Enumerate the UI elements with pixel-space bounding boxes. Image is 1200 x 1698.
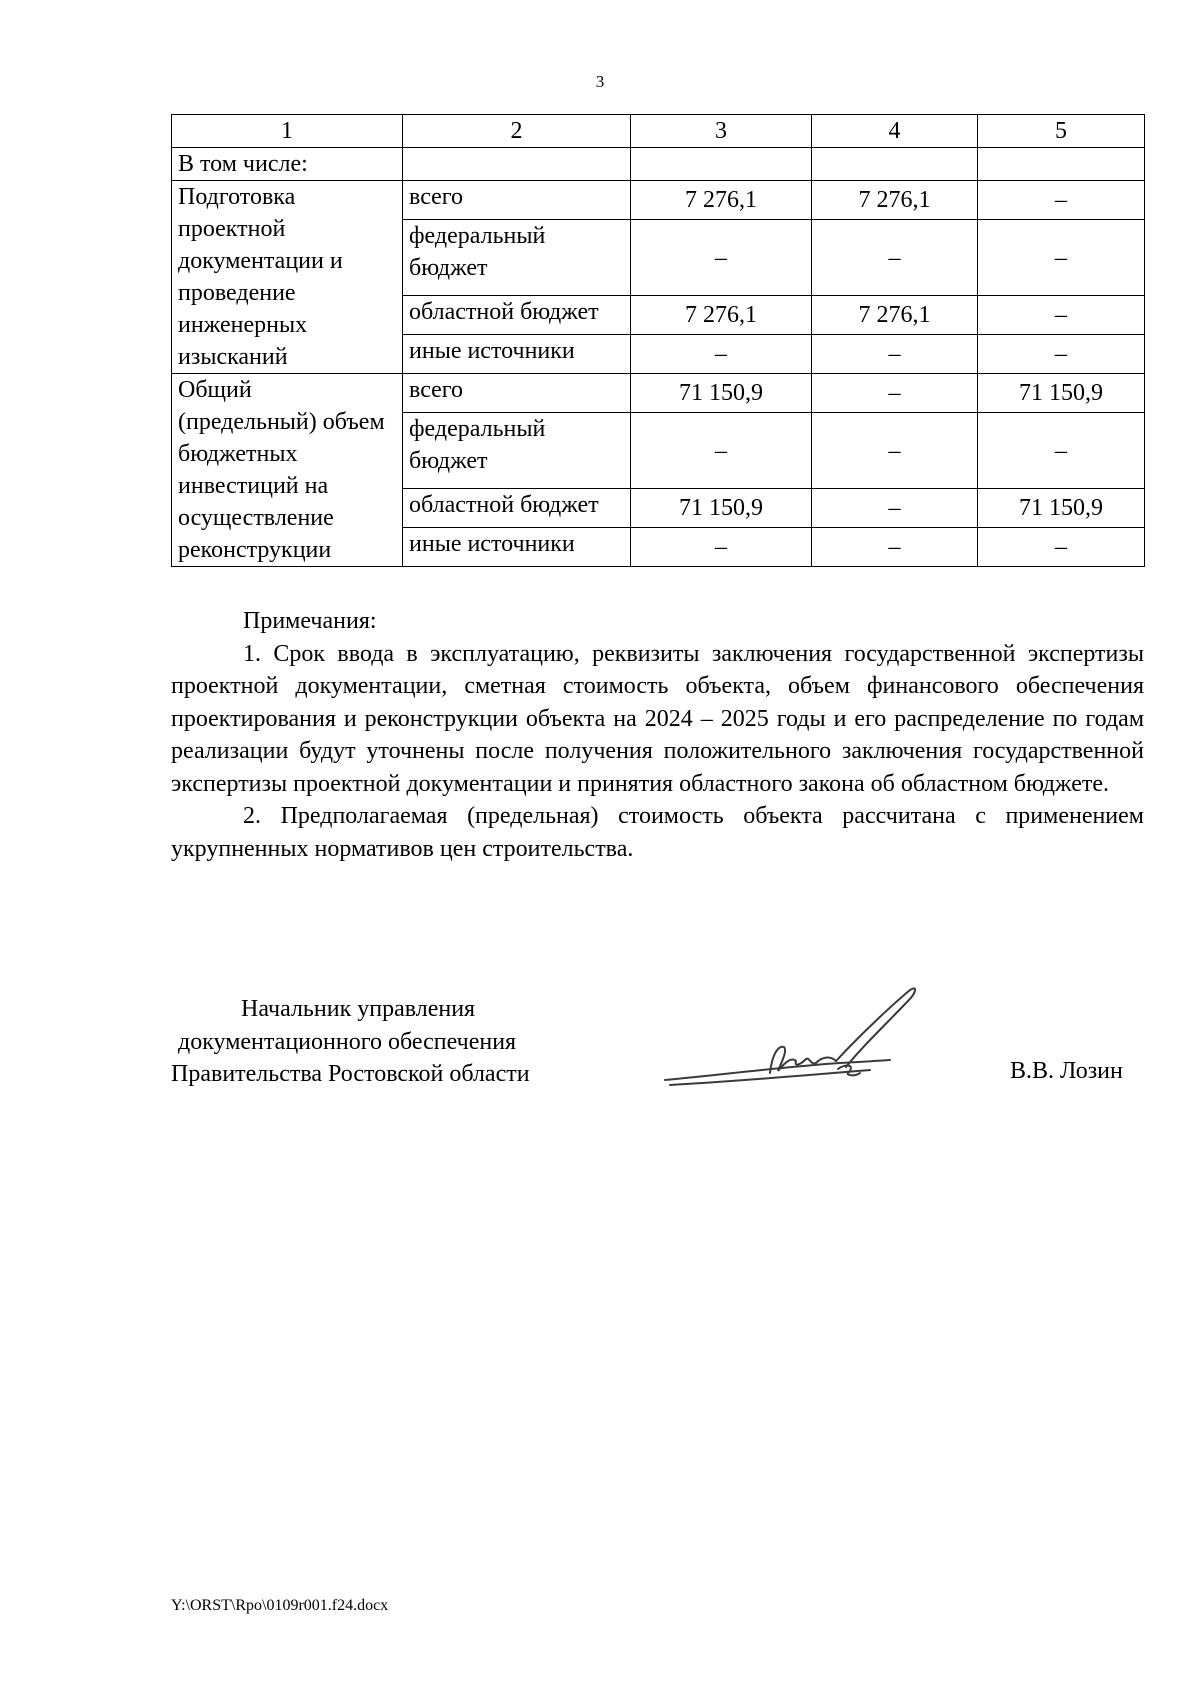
value-cell: 71 150,9 (978, 374, 1145, 413)
subheader-cell: В том числе: (172, 148, 403, 181)
value-cell: 7 276,1 (631, 296, 812, 335)
value-cell: – (631, 219, 812, 295)
notes-section (171, 605, 1144, 865)
source-cell: иные источники (403, 528, 631, 567)
handwritten-signature (660, 985, 960, 1105)
value-cell: 7 276,1 (812, 181, 978, 220)
value-cell: – (978, 219, 1145, 295)
table-row (172, 181, 1145, 220)
source-cell: иные источники (403, 335, 631, 374)
value-cell: – (978, 181, 1145, 220)
value-cell: – (812, 528, 978, 567)
table-row (172, 148, 1145, 181)
group-label: Общий (предельный) объем бюджетных инвестиций на осуществление реконструкции (172, 374, 403, 567)
file-path: Y:\ORST\Rpo\0109r001.f24.docx (171, 1597, 389, 1614)
header-cell: 1 (172, 115, 403, 148)
table-header-row (172, 115, 1145, 148)
value-cell: 7 276,1 (812, 296, 978, 335)
value-cell: – (631, 335, 812, 374)
table-row (172, 374, 1145, 413)
value-cell: – (812, 335, 978, 374)
value-cell: – (812, 219, 978, 295)
signatory-position (171, 993, 530, 1091)
source-cell: всего (403, 181, 631, 220)
value-cell: – (978, 296, 1145, 335)
header-cell: 5 (978, 115, 1145, 148)
signer-name: В.В. Лозин (1010, 1058, 1123, 1084)
header-cell: 3 (631, 115, 812, 148)
value-cell: 71 150,9 (631, 489, 812, 528)
header-cell: 2 (403, 115, 631, 148)
source-cell: федеральный бюджет (403, 412, 631, 488)
value-cell: 71 150,9 (631, 374, 812, 413)
value-cell: – (812, 374, 978, 413)
group-label: Подготовка проектной документации и проведение инженерных изысканий (172, 181, 403, 374)
value-cell: – (978, 412, 1145, 488)
note-item: 2. Предполагаемая (предельная) стоимость объекта рассчитана с применением укрупненных нормативов цен строительства. (171, 803, 1144, 862)
source-cell: областной бюджет (403, 489, 631, 528)
value-cell: – (631, 412, 812, 488)
value-cell: 71 150,9 (978, 489, 1145, 528)
position-line: Правительства Ростовской области (171, 1061, 530, 1087)
value-cell: – (812, 412, 978, 488)
position-line: документационного обеспечения (178, 1028, 517, 1055)
value-cell: – (812, 489, 978, 528)
note-item: 1. Срок ввода в эксплуатацию, реквизиты заключения государственной экспертизы проектной документации, сметная стоимость объекта, объем финансового обеспечения проектирования и реконструкции объекта на 2024 – 2025 годы и его распределение по годам реализации будут уточнены после получения положительного заключения государственной экспертизы проектной документации и принятия областного закона об областном бюджете. (171, 640, 1144, 797)
value-cell: – (978, 335, 1145, 374)
position-line: Начальник управления (241, 996, 476, 1022)
source-cell: областной бюджет (403, 296, 631, 335)
value-cell: – (631, 528, 812, 567)
source-cell: федеральный бюджет (403, 219, 631, 295)
value-cell: – (978, 528, 1145, 567)
financing-table (171, 114, 1145, 567)
source-cell: всего (403, 374, 631, 413)
notes-title: Примечания: (243, 608, 377, 634)
header-cell: 4 (812, 115, 978, 148)
page-number: 3 (595, 72, 605, 91)
value-cell: 7 276,1 (631, 181, 812, 220)
